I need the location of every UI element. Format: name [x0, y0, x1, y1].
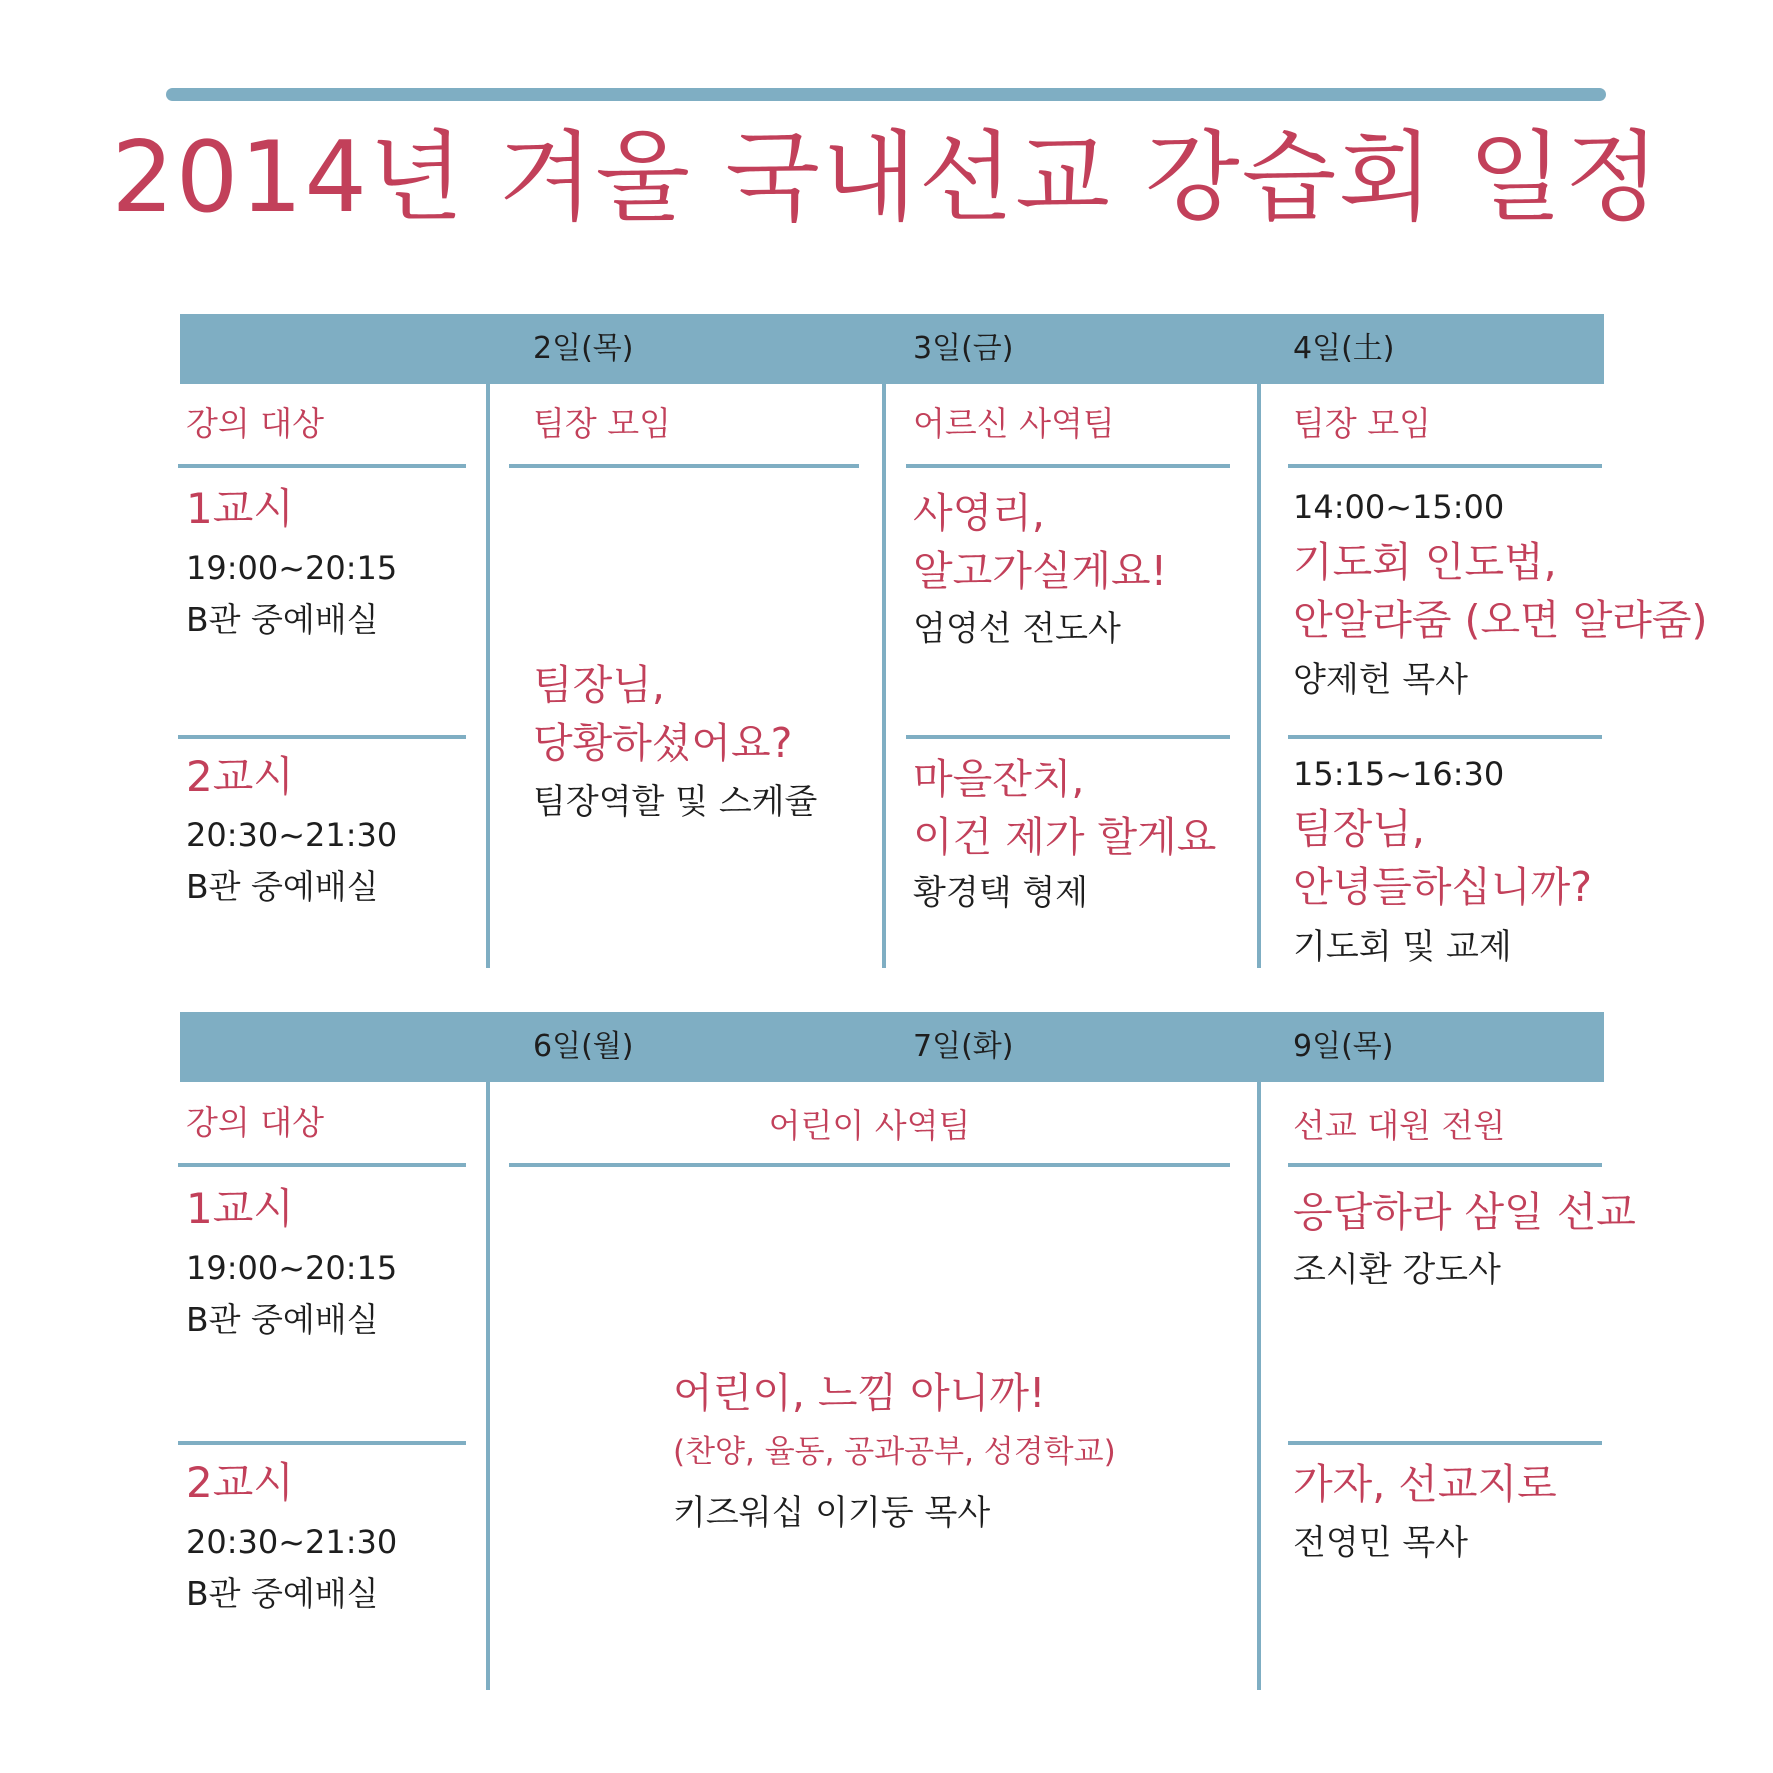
week1-period2-label: 2교시	[186, 752, 294, 801]
week1-rule-col2	[906, 735, 1230, 739]
week1-audience-label: 강의 대상	[186, 404, 325, 443]
week1-col2-s1-speaker: 엄영선 전도사	[913, 609, 1121, 649]
week2-col3-s1-speaker: 조시환 강도사	[1293, 1250, 1501, 1290]
week1-day-3: 4일(土)	[1293, 331, 1395, 366]
week1-col2-s1-title-line1: 사영리,	[913, 489, 1045, 537]
week2-period2-label: 2교시	[186, 1458, 294, 1507]
week2-rule-audience-3	[1288, 1163, 1602, 1167]
week1-col2-s2-title-line2: 이건 제가 할게요	[913, 813, 1217, 861]
week2-period1-label: 1교시	[186, 1184, 294, 1233]
week2-day-1: 6일(월)	[533, 1029, 634, 1064]
week2-rule-audience-merged	[509, 1163, 1230, 1167]
week2-divider-2	[1257, 1082, 1261, 1690]
week1-divider-3	[1257, 384, 1261, 968]
week1-col2-s2-speaker: 황경택 형제	[913, 873, 1089, 913]
week2-period2-place: B관 중예배실	[186, 1574, 379, 1613]
week1-audience-1: 팀장 모임	[533, 404, 672, 443]
week1-rule-period	[178, 735, 466, 739]
week1-col2-s2-title-line1: 마을잔치,	[913, 755, 1085, 803]
week1-audience-2: 어르신 사역팀	[913, 404, 1115, 443]
week1-period1-place: B관 중예배실	[186, 600, 379, 639]
week1-col1-title-line1: 팀장님,	[533, 661, 665, 709]
week1-rule-audience-0	[178, 464, 466, 468]
week2-period1-time: 19:00~20:15	[186, 1249, 398, 1287]
week2-col3-s1-title: 응답하라 삼일 선교	[1293, 1188, 1636, 1236]
page-title: 2014년 겨울 국내선교 강습회 일정	[111, 121, 1662, 235]
week1-col3-s2-title-line1: 팀장님,	[1293, 805, 1425, 853]
week1-col3-s2-title-line2: 안녕들하십니까?	[1293, 863, 1593, 911]
week1-rule-audience-2	[906, 464, 1230, 468]
week1-col3-s1-speaker: 양제헌 목사	[1293, 660, 1469, 700]
week2-rule-period	[178, 1441, 466, 1445]
week1-day-2: 3일(금)	[913, 331, 1014, 366]
week1-col3-s2-speaker: 기도회 및 교제	[1293, 927, 1512, 967]
week2-divider-1	[486, 1082, 490, 1690]
week2-merged-speaker: 키즈워십 이기둥 목사	[673, 1493, 991, 1533]
week1-col2-s1-title-line2: 알고가실게요!	[913, 547, 1168, 595]
week1-period2-time: 20:30~21:30	[186, 816, 398, 854]
week2-audience-label: 강의 대상	[186, 1103, 325, 1142]
week1-rule-audience-3	[1288, 464, 1602, 468]
week2-day-2: 7일(화)	[913, 1029, 1014, 1064]
week2-period1-place: B관 중예배실	[186, 1300, 379, 1339]
week2-col3-s2-title: 가자, 선교지로	[1293, 1460, 1557, 1508]
week2-rule-audience-0	[178, 1163, 466, 1167]
week2-merged-title: 어린이, 느낌 아니까!	[673, 1369, 1046, 1417]
top-divider-bar	[166, 88, 1606, 101]
week2-merged-subtitle: (찬양, 율동, 공과공부, 성경학교)	[673, 1434, 1116, 1470]
week1-col3-s1-title-line1: 기도회 인도법,	[1293, 538, 1557, 586]
week1-audience-3: 팀장 모임	[1293, 404, 1432, 443]
week1-col1-title-line2: 당황하셨어요?	[533, 719, 793, 767]
week2-audience-merged: 어린이 사역팀	[768, 1106, 971, 1145]
week1-period1-time: 19:00~20:15	[186, 549, 398, 587]
week1-rule-col3	[1288, 735, 1602, 739]
week1-divider-1	[486, 384, 490, 968]
week1-col3-s1-time: 14:00~15:00	[1293, 488, 1505, 526]
week1-day-1: 2일(목)	[533, 331, 634, 366]
week2-day-3: 9일(목)	[1293, 1029, 1394, 1064]
week1-col3-s2-time: 15:15~16:30	[1293, 755, 1505, 793]
week1-period1-label: 1교시	[186, 484, 294, 533]
week1-period2-place: B관 중예배실	[186, 867, 379, 906]
week2-col3-s2-speaker: 전영민 목사	[1293, 1523, 1469, 1563]
week2-period2-time: 20:30~21:30	[186, 1523, 398, 1561]
week1-col3-s1-title-line2: 안알랴줌 (오면 알랴줌)	[1293, 596, 1708, 644]
week2-rule-col3	[1288, 1441, 1602, 1445]
week1-divider-2	[882, 384, 886, 968]
week1-col1-speaker: 팀장역할 및 스케쥴	[533, 782, 818, 822]
week1-rule-audience-1	[509, 464, 859, 468]
week2-audience-col3: 선교 대원 전원	[1293, 1106, 1506, 1145]
